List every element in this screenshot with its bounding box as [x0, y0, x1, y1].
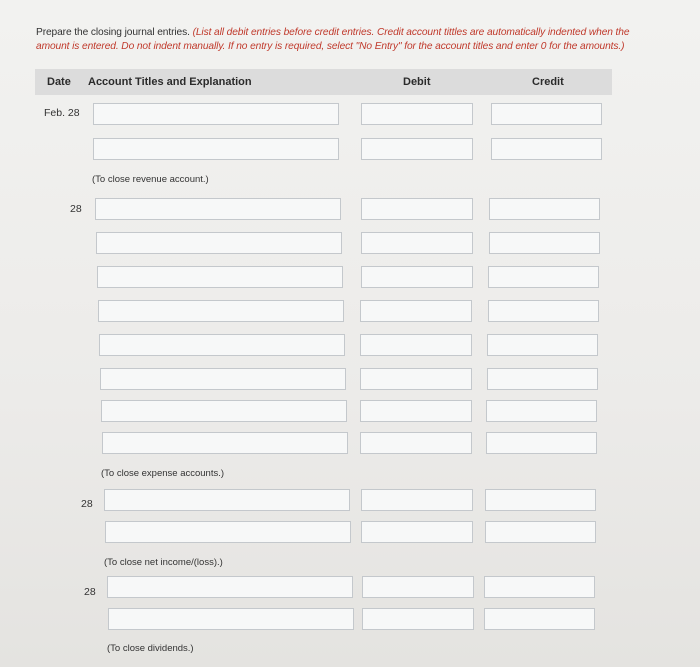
credit-input[interactable] [486, 432, 597, 454]
instructions-emphasis: (List all debit entries before credit entries. Credit account tittles are automatically indented when the amount is entered. Do not indent manually. If no entry is required, select "No Entry" for the account titles and enter 0 for the amounts.) [36, 27, 630, 52]
credit-input[interactable] [491, 138, 602, 160]
entry-date: 28 [81, 498, 93, 510]
header-date: Date [47, 76, 71, 88]
debit-input[interactable] [360, 432, 472, 454]
debit-input[interactable] [361, 489, 473, 511]
credit-input[interactable] [487, 334, 598, 356]
entry-explanation: (To close net income/(loss).) [104, 557, 223, 568]
entry-explanation: (To close dividends.) [107, 643, 194, 654]
account-title-input[interactable] [93, 138, 339, 160]
header-account: Account Titles and Explanation [88, 76, 252, 88]
debit-input[interactable] [361, 232, 473, 254]
table-header [35, 69, 612, 95]
account-title-input[interactable] [104, 489, 350, 511]
entry-date: 28 [84, 586, 96, 598]
debit-input[interactable] [362, 576, 474, 598]
debit-input[interactable] [361, 198, 473, 220]
entry-explanation: (To close revenue account.) [92, 174, 209, 185]
account-title-input[interactable] [100, 368, 346, 390]
entry-date: Feb. 28 [44, 107, 80, 119]
debit-input[interactable] [361, 521, 473, 543]
header-debit: Debit [403, 76, 431, 88]
credit-input[interactable] [489, 232, 600, 254]
credit-input[interactable] [486, 400, 597, 422]
debit-input[interactable] [362, 608, 474, 630]
instructions-text [36, 26, 636, 54]
debit-input[interactable] [360, 368, 472, 390]
debit-input[interactable] [361, 266, 473, 288]
credit-input[interactable] [485, 521, 596, 543]
account-title-input[interactable] [95, 198, 341, 220]
debit-input[interactable] [361, 138, 473, 160]
credit-input[interactable] [488, 300, 599, 322]
header-credit: Credit [532, 76, 564, 88]
account-title-input[interactable] [105, 521, 351, 543]
instructions-lead: Prepare the closing journal entries. [36, 27, 193, 38]
account-title-input[interactable] [99, 334, 345, 356]
account-title-input[interactable] [97, 266, 343, 288]
credit-input[interactable] [487, 368, 598, 390]
account-title-input[interactable] [107, 576, 353, 598]
account-title-input[interactable] [101, 400, 347, 422]
account-title-input[interactable] [93, 103, 339, 125]
account-title-input[interactable] [98, 300, 344, 322]
account-title-input[interactable] [108, 608, 354, 630]
entry-explanation: (To close expense accounts.) [101, 468, 225, 479]
credit-input[interactable] [489, 198, 600, 220]
credit-input[interactable] [484, 576, 595, 598]
credit-input[interactable] [488, 266, 599, 288]
debit-input[interactable] [360, 400, 472, 422]
credit-input[interactable] [491, 103, 602, 125]
credit-input[interactable] [484, 608, 595, 630]
account-title-input[interactable] [96, 232, 342, 254]
debit-input[interactable] [361, 103, 473, 125]
debit-input[interactable] [360, 334, 472, 356]
credit-input[interactable] [485, 489, 596, 511]
account-title-input[interactable] [102, 432, 348, 454]
entry-date: 28 [70, 203, 82, 215]
debit-input[interactable] [360, 300, 472, 322]
